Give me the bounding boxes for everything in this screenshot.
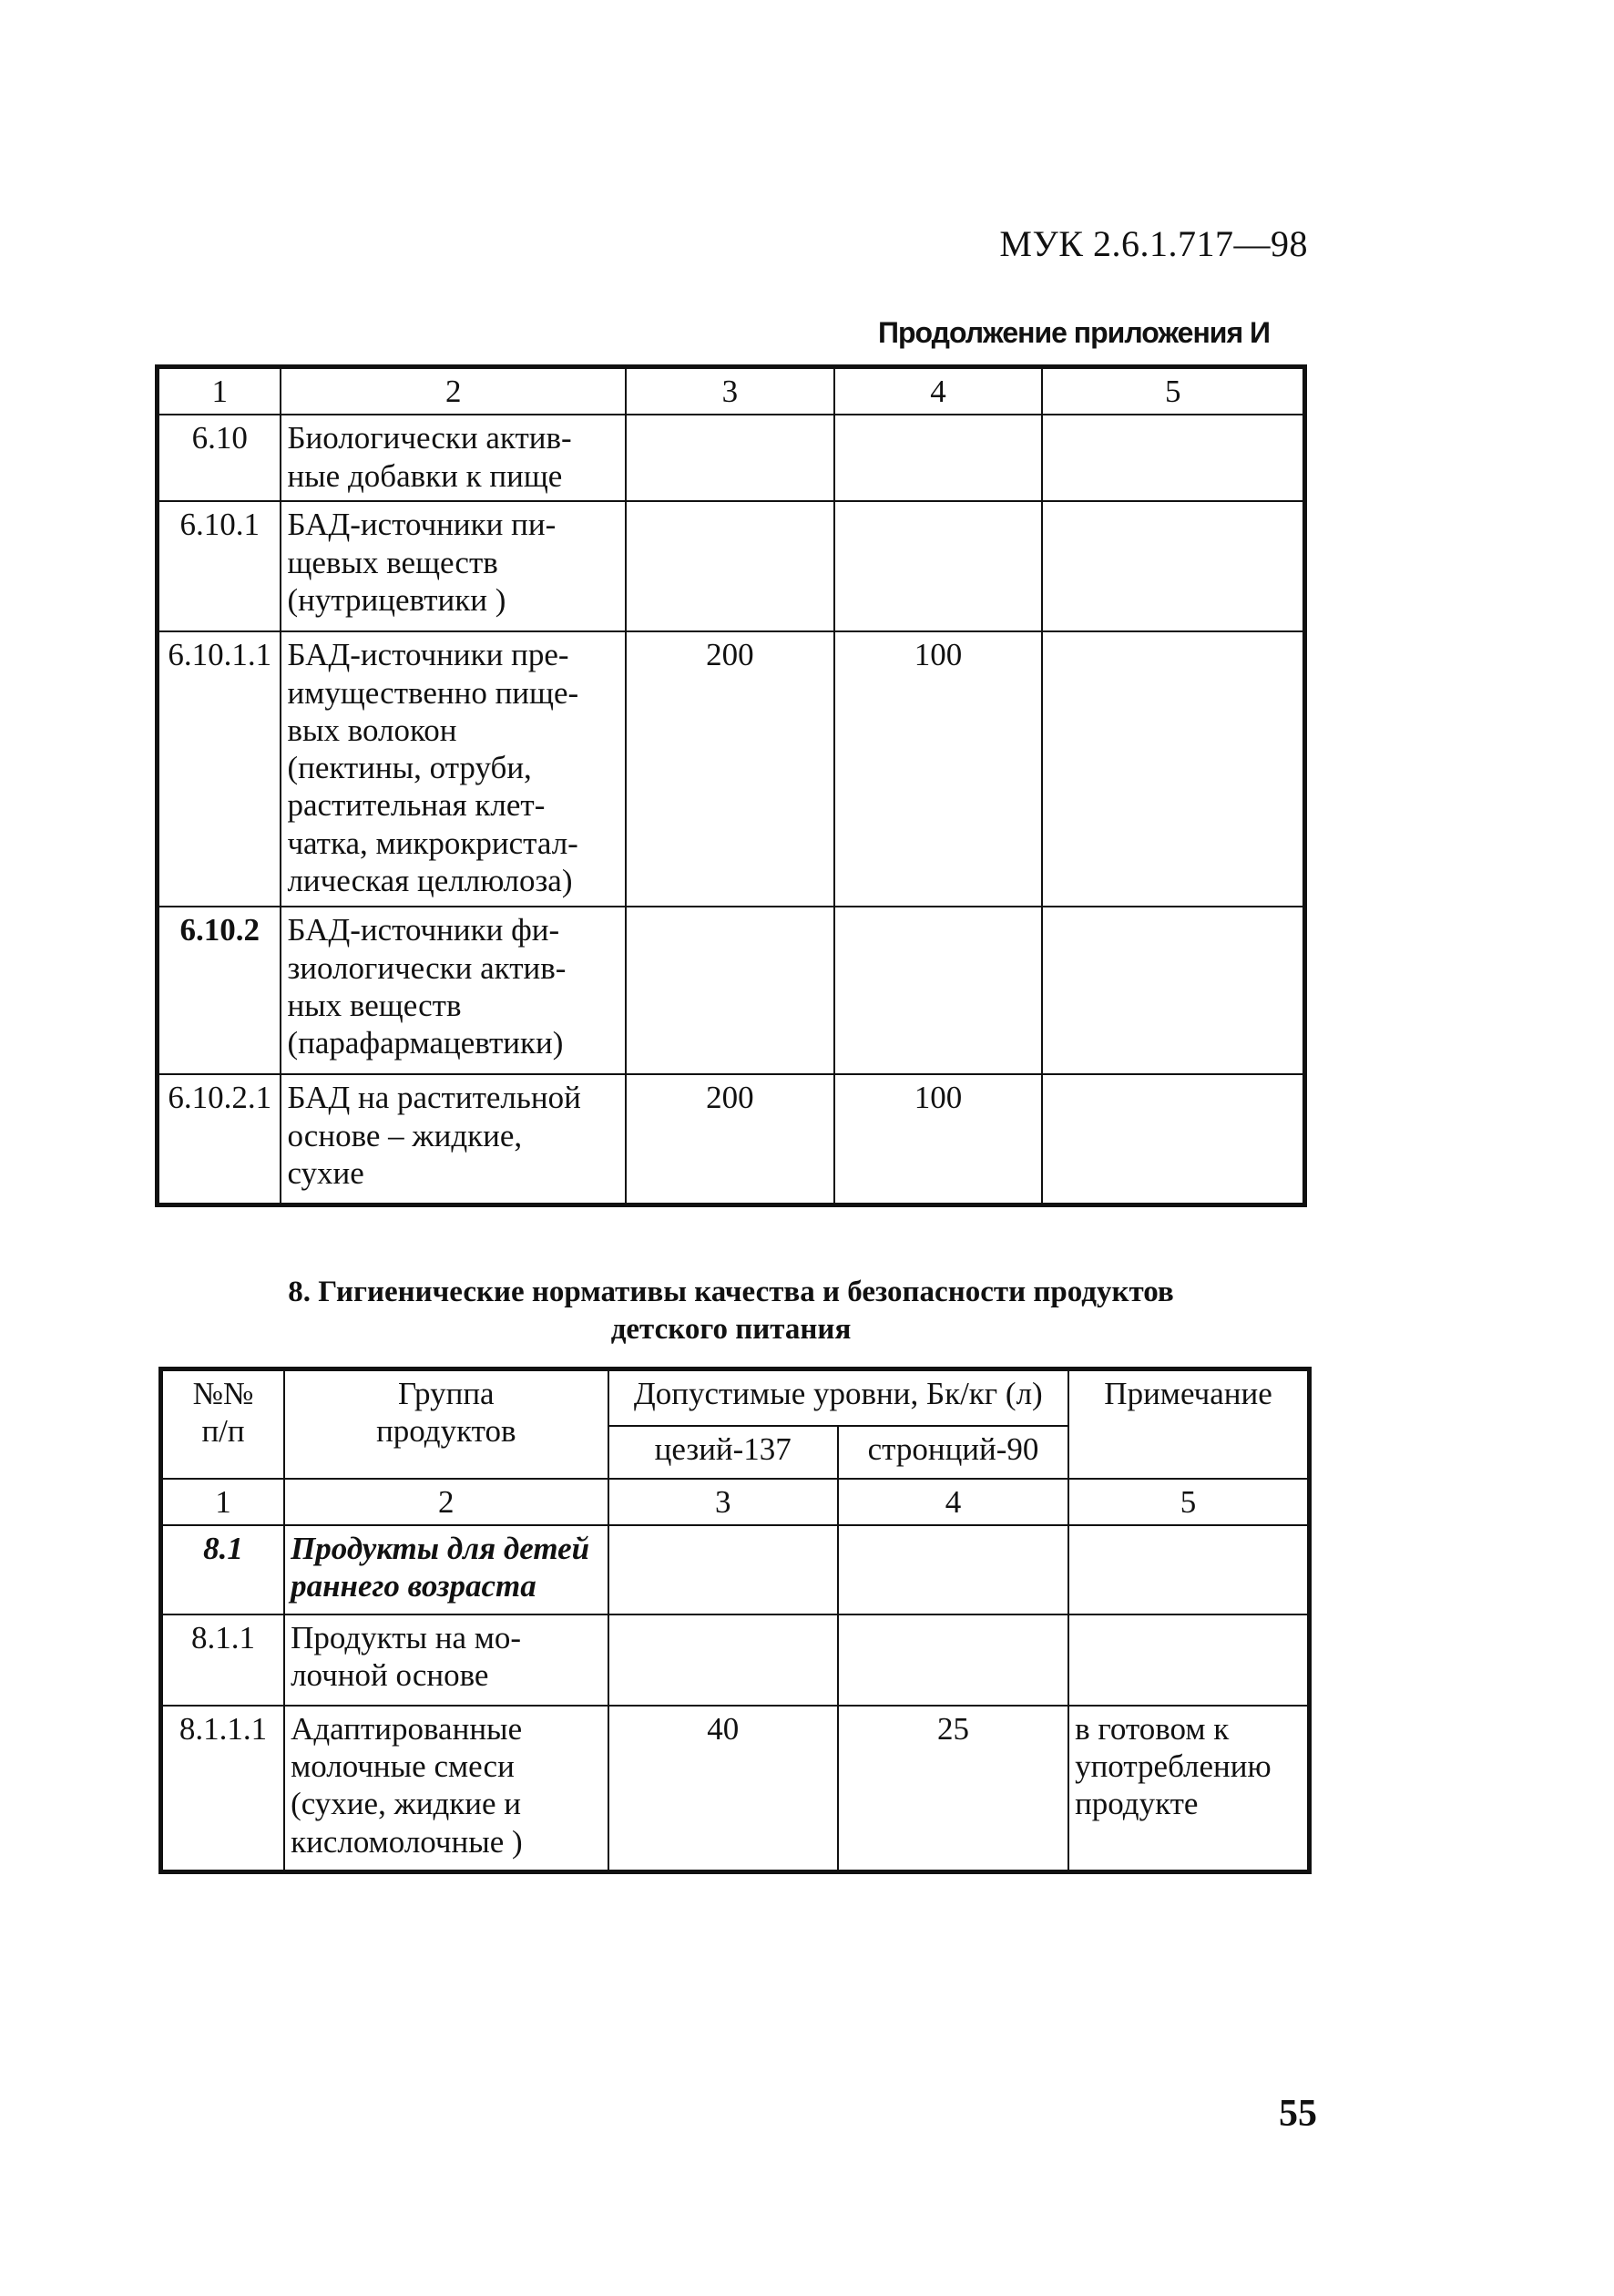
row-number: 8.1.1.1 [161,1706,285,1872]
section-title-line: детского питания [610,1313,852,1347]
column-number: 1 [158,367,281,415]
value-cell [838,1614,1068,1706]
value-cell: 200 [626,631,834,907]
row-number: 6.10.2 [158,907,281,1074]
product-group: Продукты для детей раннего возраста [284,1525,608,1614]
table-row [161,1525,1310,1614]
product-group: БАД на растительной основе – жидкие, сухие [281,1074,626,1204]
value-cell [838,1525,1068,1614]
product-group: Биологически актив- ные добавки к пище [281,415,626,501]
note-cell: в готовом к употреблению продукте [1068,1706,1309,1872]
continuation-label: Продолжение приложения И [877,316,1270,349]
table-row [158,501,1305,631]
table-row [158,907,1305,1074]
column-number: 3 [626,367,834,415]
header-levels: Допустимые уровни, Бк/кг (л) [608,1369,1069,1426]
appendix-table [155,364,1307,1207]
note-cell [1042,907,1304,1074]
value-cell: 100 [834,631,1043,907]
value-cell [608,1525,838,1614]
page-number: 55 [1279,2093,1317,2135]
value-cell: 200 [626,1074,834,1204]
row-number: 8.1 [161,1525,285,1614]
column-number: 4 [834,367,1043,415]
header-strontium: стронций-90 [838,1426,1068,1479]
row-number: 6.10.2.1 [158,1074,281,1204]
radionuclide-norms-table [158,1367,1312,1874]
column-number: 4 [838,1479,1068,1525]
table-row [161,1614,1310,1706]
header-group: Группа продуктов [284,1369,608,1479]
note-cell [1042,415,1304,501]
product-group: БАД-источники пи- щевых веществ (нутрицевтики ) [281,501,626,631]
product-group: Адаптированные молочные смеси (сухие, жидкие и кисломолочные ) [284,1706,608,1872]
value-cell [626,501,834,631]
table-row [161,1706,1310,1872]
column-number: 3 [608,1479,838,1525]
header-cesium: цезий-137 [608,1426,838,1479]
product-group: БАД-источники фи- зиологически актив- ных веществ (парафармацевтики) [281,907,626,1074]
section-title-line: 8. Гигиенические нормативы качества и безопасности продуктов [288,1276,1174,1308]
header-row [161,1369,1310,1426]
column-number: 5 [1042,367,1304,415]
note-cell [1042,501,1304,631]
header-number: №№ п/п [161,1369,285,1479]
table-row [158,1074,1305,1204]
section-title [155,1274,1307,1349]
note-cell [1042,631,1304,907]
column-number-row [161,1479,1310,1525]
note-cell [1068,1525,1309,1614]
value-cell: 100 [834,1074,1043,1204]
row-number: 8.1.1 [161,1614,285,1706]
note-cell [1042,1074,1304,1204]
column-number-row [158,367,1305,415]
column-number: 1 [161,1479,285,1525]
column-number: 2 [284,1479,608,1525]
value-cell: 40 [608,1706,838,1872]
product-group: БАД-источники пре- имущественно пище- вых волокон (пектины, отруби, растительная клет- чатка, микрокристал- лическая целлюлоза) [281,631,626,907]
column-number: 2 [281,367,626,415]
value-cell [834,907,1043,1074]
value-cell [626,907,834,1074]
row-number: 6.10 [158,415,281,501]
note-cell [1068,1614,1309,1706]
row-number: 6.10.1 [158,501,281,631]
value-cell: 25 [838,1706,1068,1872]
document-code: МУК 2.6.1.717—98 [999,223,1308,264]
value-cell [834,501,1043,631]
table-row [158,631,1305,907]
value-cell [608,1614,838,1706]
value-cell [834,415,1043,501]
product-group: Продукты на мо- лочной основе [284,1614,608,1706]
column-number: 5 [1068,1479,1309,1525]
header-note: Примечание [1068,1369,1309,1479]
row-number: 6.10.1.1 [158,631,281,907]
table-row [158,415,1305,501]
value-cell [626,415,834,501]
